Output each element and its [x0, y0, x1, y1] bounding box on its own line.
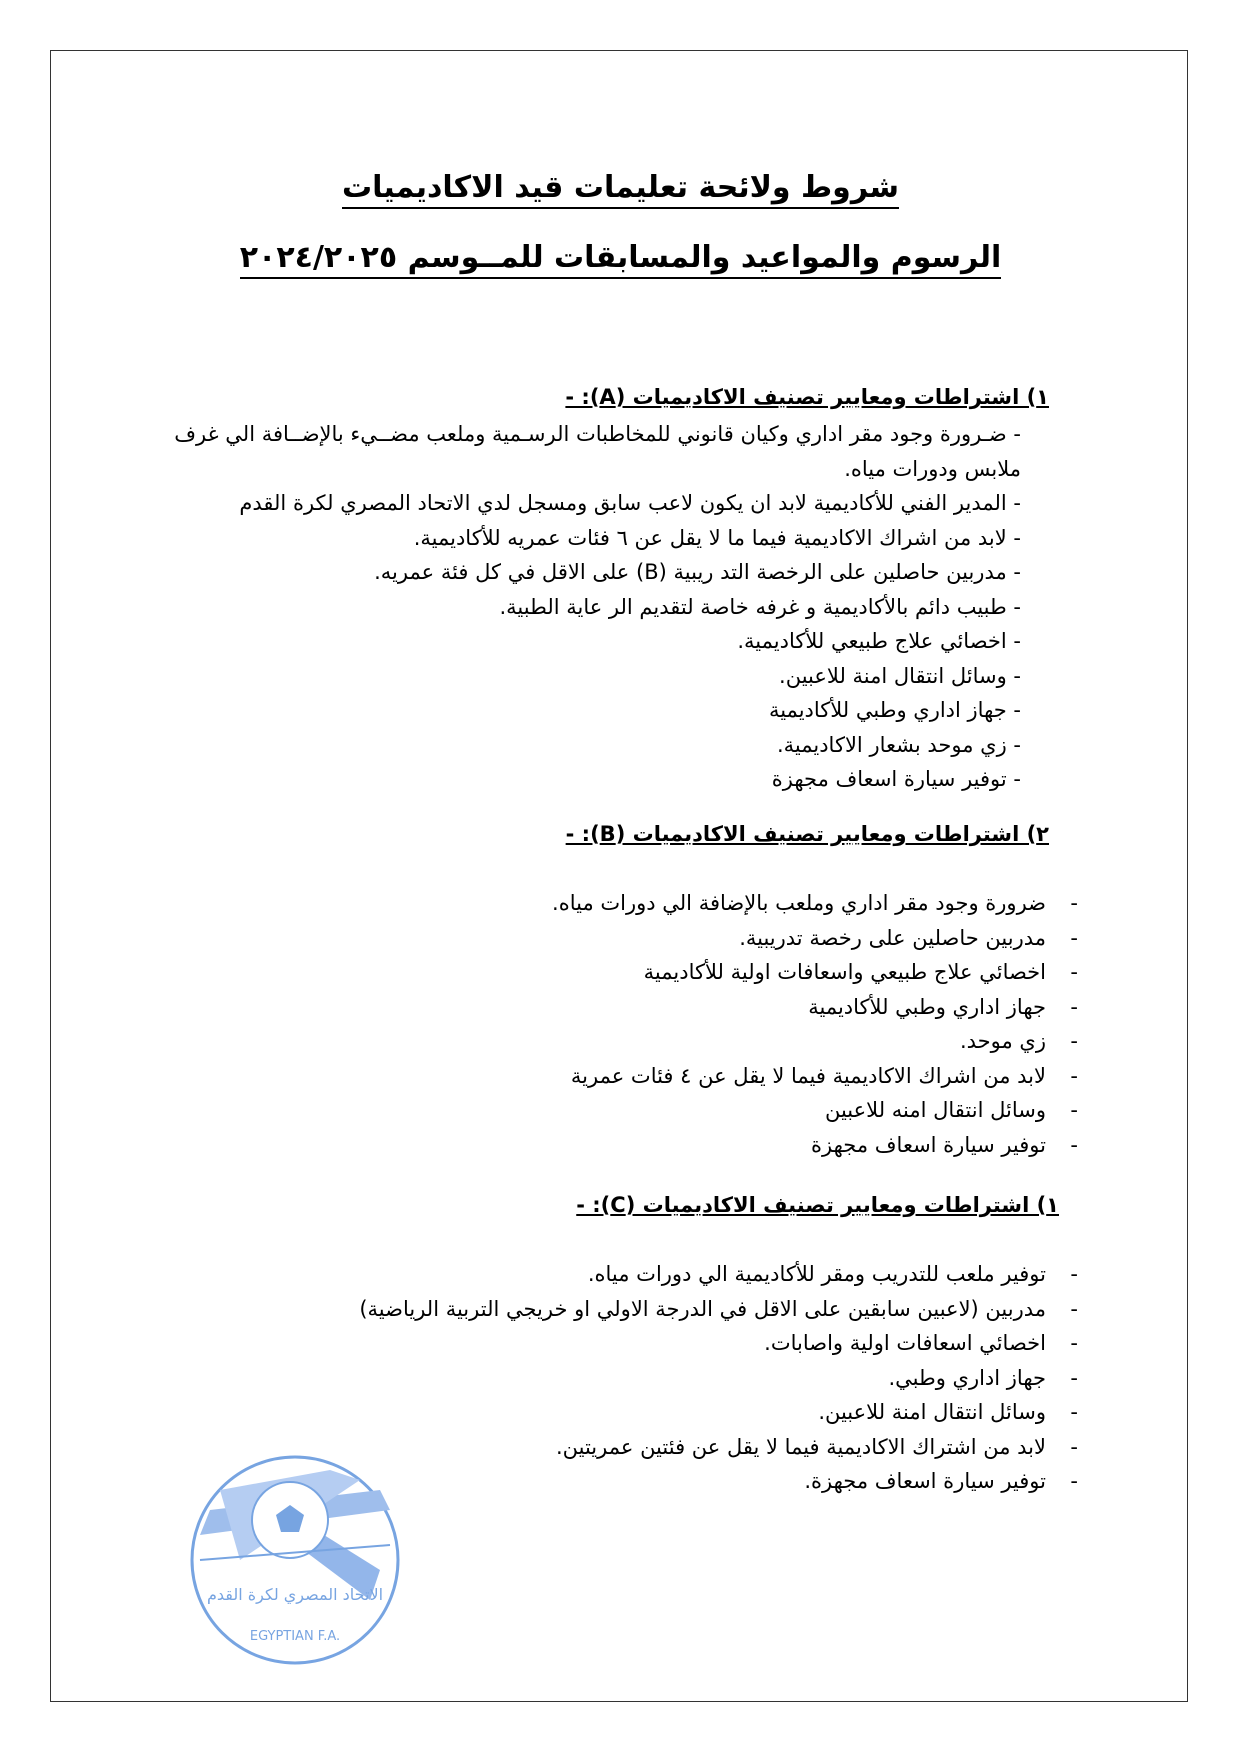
list-item: - توفير ملعب للتدريب ومقر للأكاديمية الي دورات مياه. — [359, 1257, 1078, 1292]
list-item: - اخصائي اسعافات اولية واصابات. — [359, 1326, 1078, 1361]
list-item: - ضـرورة وجود مقر اداري وكيان قانوني للمخاطبات الرسـمية وملعب مضــيء بالإضــافة الي غرف ملابس ودورات مياه. — [121, 417, 1021, 486]
list-item: - جهاز اداري وطبي للأكاديمية — [552, 990, 1078, 1025]
list-item: - مدربين حاصلين على الرخصة التد ريبية (B) على الاقل في كل فئة عمريه. — [121, 555, 1021, 590]
section-a-list — [121, 417, 1021, 797]
section-a-heading: ١) اشتراطات ومعايير تصنيف الاكاديميات (A): - — [565, 385, 1049, 409]
section-c-list — [359, 1257, 1078, 1499]
list-item: - لابد من اشراك الاكاديمية فيما لا يقل عن ٤ فئات عمرية — [552, 1059, 1078, 1094]
list-item: - زي موحد بشعار الاكاديمية. — [121, 728, 1021, 763]
list-item: - طبيب دائم بالأكاديمية و غرفه خاصة لتقديم الر عاية الطبية. — [121, 590, 1021, 625]
section-b-list — [552, 886, 1078, 1162]
section-b-heading: ٢) اشتراطات ومعايير تصنيف الاكاديميات (B): - — [565, 822, 1049, 846]
list-item: - لابد من اشراك الاكاديمية فيما ما لا يقل عن ٦ فئات عمريه للأكاديمية. — [121, 521, 1021, 556]
list-item: - توفير سيارة اسعاف مجهزة — [121, 762, 1021, 797]
document-subtitle — [0, 240, 1241, 275]
list-item: - المدير الفني للأكاديمية لابد ان يكون لاعب سابق ومسجل لدي الاتحاد المصري لكرة القدم — [121, 486, 1021, 521]
list-item: - مدربين حاصلين على رخصة تدريبية. — [552, 921, 1078, 956]
list-item: - ضرورة وجود مقر اداري وملعب بالإضافة الي دورات مياه. — [552, 886, 1078, 921]
list-item: - جهاز اداري وطبي. — [359, 1361, 1078, 1396]
list-item: - لابد من اشتراك الاكاديمية فيما لا يقل عن فئتين عمريتين. — [359, 1430, 1078, 1465]
list-item: - مدربين (لاعبين سابقين على الاقل في الدرجة الاولي او خريجي التربية الرياضية) — [359, 1292, 1078, 1327]
list-item: - وسائل انتقال امنه للاعبين — [552, 1093, 1078, 1128]
title-line-2: الرسوم والمواعيد والمسابقات للمــوسم ٢٠٢٤/٢٠٢٥ — [240, 240, 1002, 279]
stamp-english-text: EGYPTIAN F.A. — [249, 1629, 341, 1644]
document-title — [0, 170, 1241, 205]
list-item: - وسائل انتقال امنة للاعبين. — [359, 1395, 1078, 1430]
list-item: - جهاز اداري وطبي للأكاديمية — [121, 693, 1021, 728]
title-line-1: شروط ولائحة تعليمات قيد الاكاديميات — [342, 170, 899, 209]
list-item: - توفير سيارة اسعاف مجهزة. — [359, 1464, 1078, 1499]
egyptian-fa-stamp — [180, 1450, 410, 1670]
list-item: - توفير سيارة اسعاف مجهزة — [552, 1128, 1078, 1163]
list-item: - زي موحد. — [552, 1024, 1078, 1059]
section-c-heading: ١) اشتراطات ومعايير تصنيف الاكاديميات (C): - — [576, 1193, 1059, 1217]
stamp-arabic-text: الاتحاد المصري لكرة القدم — [206, 1585, 384, 1604]
list-item: - وسائل انتقال امنة للاعبين. — [121, 659, 1021, 694]
list-item: - اخصائي علاج طبيعي واسعافات اولية للأكاديمية — [552, 955, 1078, 990]
list-item: - اخصائي علاج طبيعي للأكاديمية. — [121, 624, 1021, 659]
